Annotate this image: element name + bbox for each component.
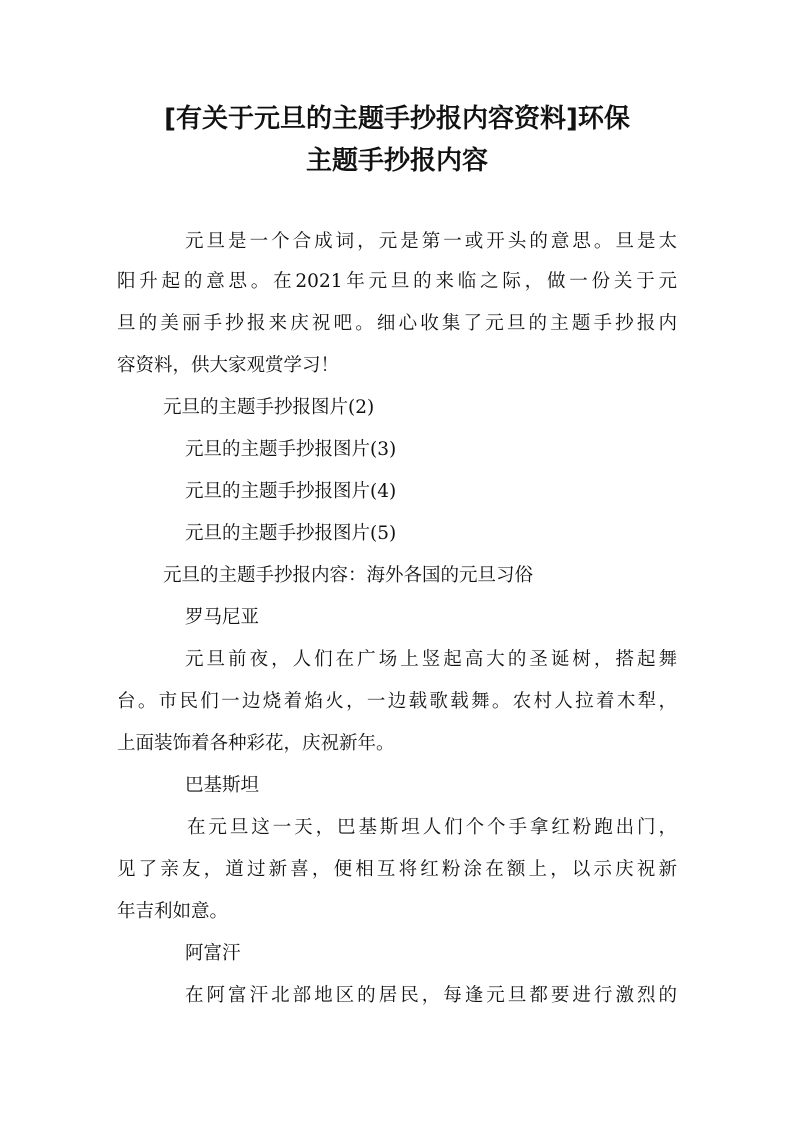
image-caption-2: 元旦的主题手抄报图片(2) (163, 397, 375, 418)
romania-line-3: 上面装饰着各种彩花，庆祝新年。 (117, 733, 395, 754)
intro-line-1: 元旦是一个合成词，元是第一或开头的意思。旦是太 (185, 231, 677, 252)
title-line-1: [有关于元旦的主题手抄报内容资料]环保 (164, 104, 630, 134)
pakistan-line-2: 见了亲友，道过新喜，便相互将红粉涂在额上，以示庆祝新 (117, 859, 677, 880)
document-title (110, 98, 684, 182)
intro-line-3: 旦的美丽手抄报来庆祝吧。细心收集了元旦的主题手抄报内 (117, 313, 677, 334)
romania-line-1: 元旦前夜，人们在广场上竖起高大的圣诞树，搭起舞 (185, 649, 677, 670)
section-heading-romania: 罗马尼亚 (185, 607, 260, 628)
image-caption-5: 元旦的主题手抄报图片(5) (185, 523, 397, 544)
intro-line-4: 容资料，供大家观赏学习！ (117, 355, 340, 376)
pakistan-line-3: 年吉利如意。 (117, 901, 229, 922)
pakistan-line-1: 在元旦这一天，巴基斯坦人们个个手拿红粉跑出门， (187, 817, 677, 838)
content-heading: 元旦的主题手抄报内容：海外各国的元旦习俗 (163, 565, 534, 586)
afghanistan-line-1: 在阿富汗北部地区的居民，每逢元旦都要进行激烈的 (185, 985, 677, 1006)
romania-line-2: 台。市民们一边烧着焰火，一边载歌载舞。农村人拉着木犁， (117, 691, 677, 712)
title-line-2: 主题手抄报内容 (305, 146, 488, 176)
section-heading-pakistan: 巴基斯坦 (185, 775, 260, 796)
image-caption-4: 元旦的主题手抄报图片(4) (185, 481, 397, 502)
image-caption-3: 元旦的主题手抄报图片(3) (185, 439, 397, 460)
section-heading-afghanistan: 阿富汗 (185, 943, 241, 964)
intro-line-2: 阳升起的意思。在2021年元旦的来临之际，做一份关于元 (117, 271, 677, 292)
